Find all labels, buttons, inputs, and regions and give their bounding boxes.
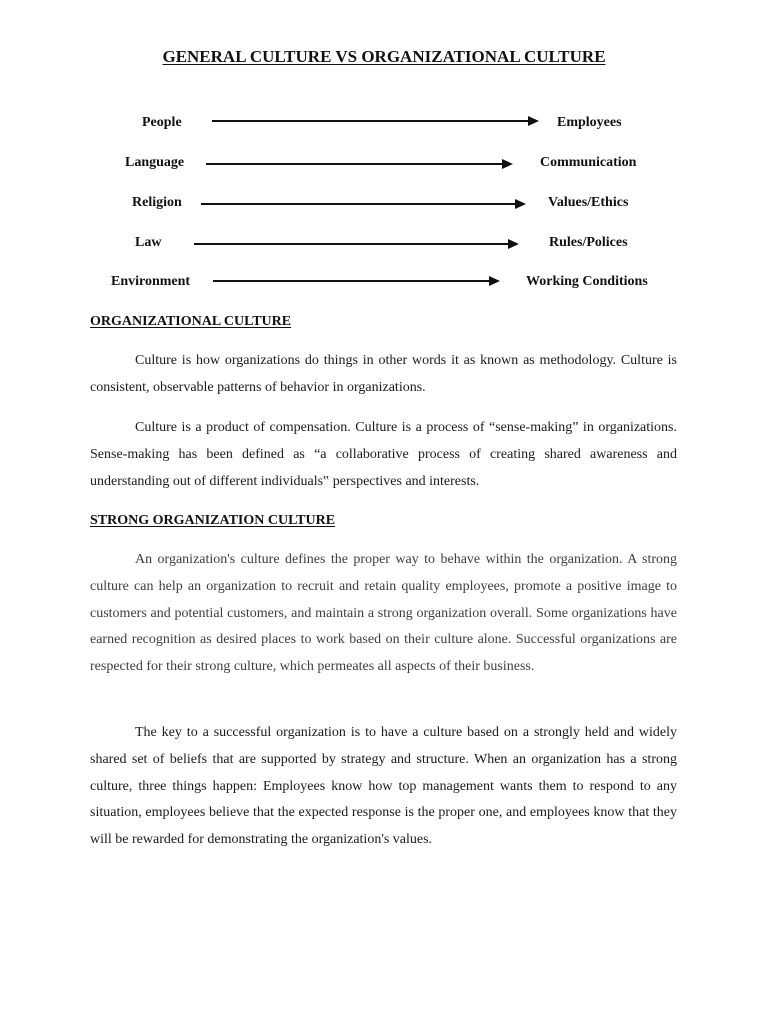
mapping-to-label: Working Conditions (526, 274, 648, 289)
mapping-from-label: Environment (111, 274, 191, 289)
mapping-from-label: People (142, 115, 182, 130)
right-arrow-icon (213, 275, 500, 287)
paragraph: An organization's culture defines the proper way to behave within the organization. A strong culture can help an organization to recruit and retain quality employees, promote a positive image to customers and potential customers, and maintain a strong organization overall. Some organizations have earned recognition as desired places to work based on their culture alone. Successful organizations are respected for their strong culture, which permeates all aspects of their business. (90, 552, 677, 675)
right-arrow-icon (194, 238, 519, 250)
mapping-from-label: Language (125, 155, 185, 170)
mapping-from-label: Law (135, 235, 162, 250)
paragraph: Culture is how organizations do things in other words it as known as methodology. Culture is consistent, observable patterns of behavior in organizations. (90, 353, 677, 395)
paragraph: The key to a successful organization is to have a culture based on a strongly held and widely shared set of beliefs that are supported by strategy and structure. When an organization has a strong culture, three things happen: Employees know how top management wants them to respond to any situation, employees believe that the expected response is the proper one, and employees know that they will be rewarded for demonstrating the organization's values. (90, 725, 677, 848)
section-heading: ORGANIZATIONAL CULTURE (90, 314, 292, 329)
paragraph: Culture is a product of compensation. Culture is a process of “sense-making” in organizations. Sense-making has been defined as “a collaborative process of creating shared awareness and understanding out of different individuals‟ perspectives and interests. (90, 420, 677, 489)
section-heading: STRONG ORGANIZATION CULTURE (90, 513, 336, 528)
mapping-to-label: Rules/Polices (549, 235, 628, 250)
right-arrow-icon (206, 158, 513, 170)
page-title: GENERAL CULTURE VS ORGANIZATIONAL CULTURE (162, 47, 606, 66)
mapping-to-label: Values/Ethics (548, 195, 629, 210)
mapping-to-label: Communication (540, 155, 637, 170)
mapping-from-label: Religion (132, 195, 182, 210)
mapping-to-label: Employees (557, 115, 622, 130)
right-arrow-icon (212, 115, 539, 127)
right-arrow-icon (201, 198, 526, 210)
